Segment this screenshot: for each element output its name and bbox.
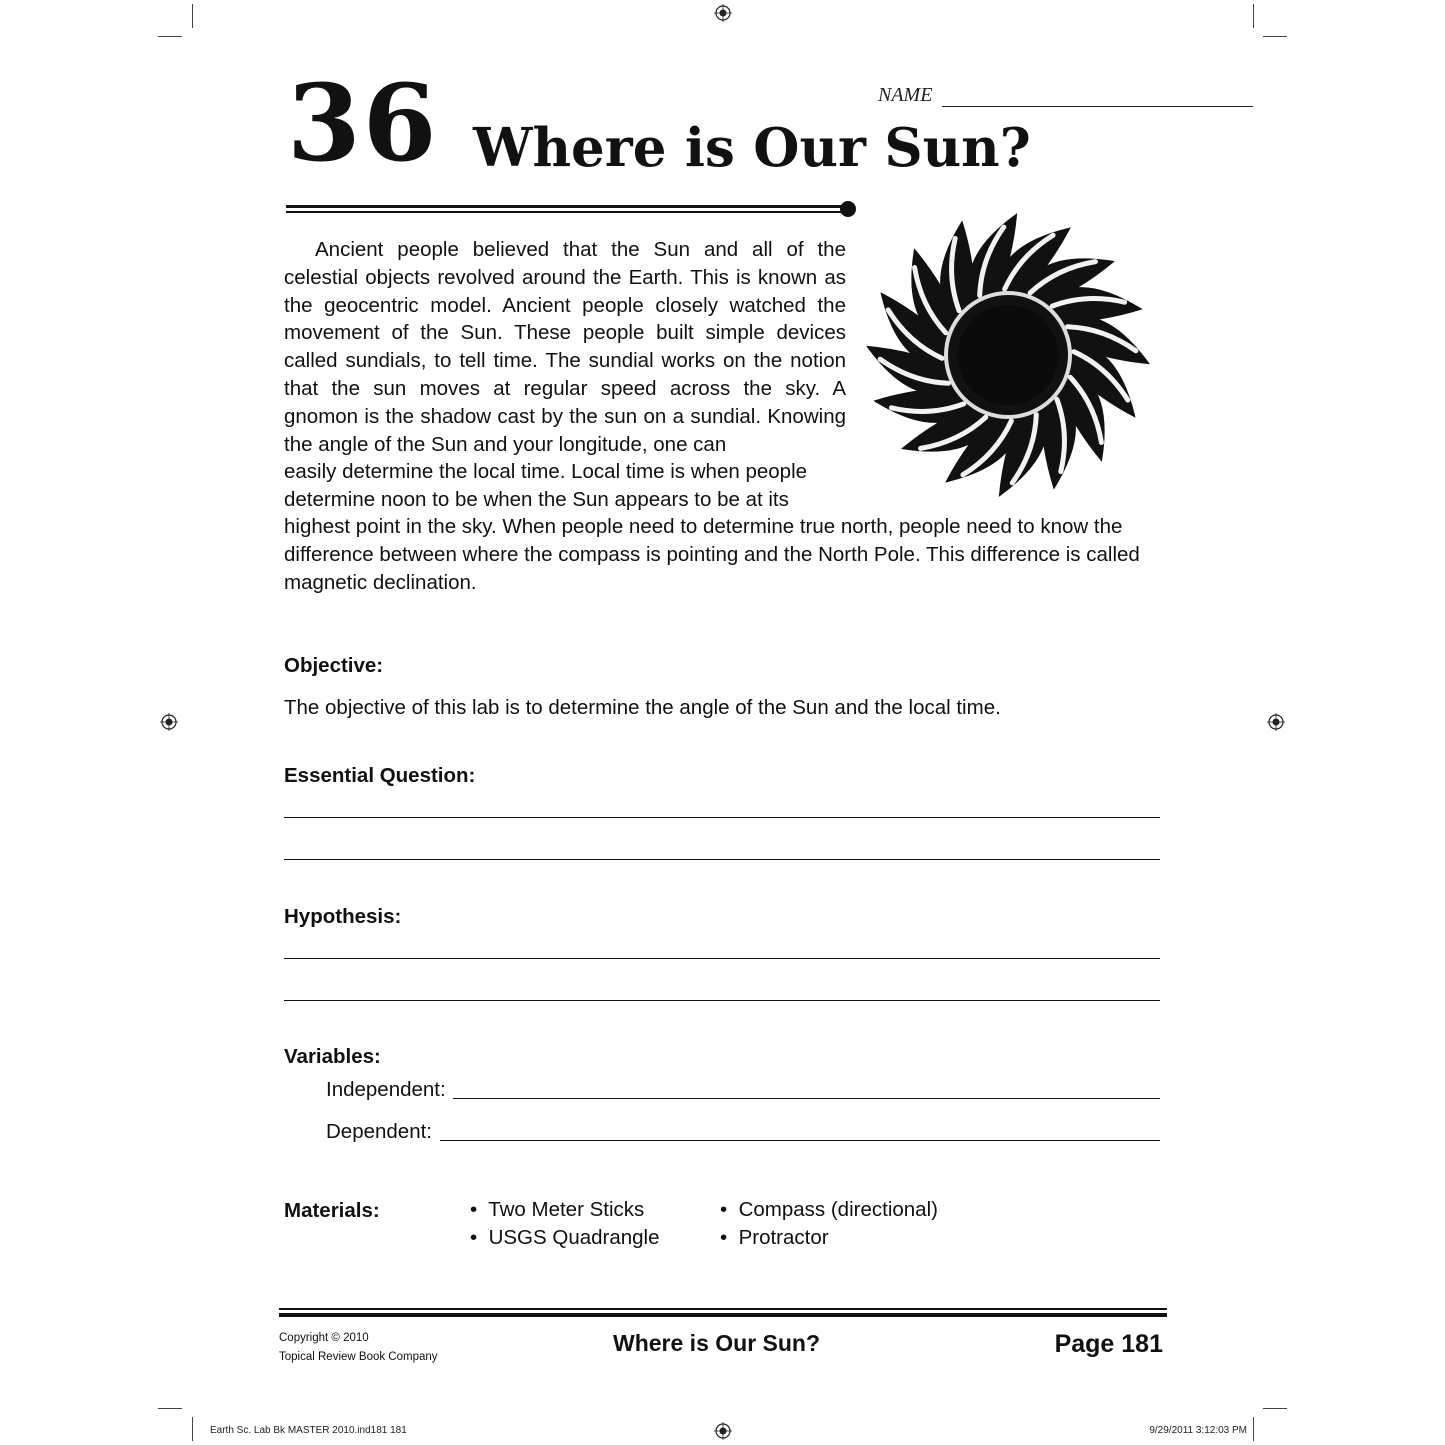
crop-mark <box>1263 1408 1287 1409</box>
print-slug-timestamp: 9/29/2011 3:12:03 PM <box>1149 1425 1247 1436</box>
title-rule <box>286 205 842 208</box>
registration-mark-icon <box>714 1422 732 1440</box>
objective-heading: Objective: <box>284 654 384 677</box>
essential-question-answer-line[interactable] <box>284 859 1160 860</box>
name-line <box>942 106 1253 107</box>
publisher-line: Topical Review Book Company <box>279 1351 438 1363</box>
copyright-line: Copyright © 2010 <box>279 1332 369 1344</box>
intro-paragraph: Ancient people believed that the Sun and all of the celestial objects revolved around the Earth. This is known as the geocentric model. Ancient people closely watched the movement of the Sun. These people built simple devices called sundials, to tell time. The sundial works on the notion that the sun moves at regular speed across the sky. A gnomon is the shadow cast by the sun on a sundial. Knowing the angle of the Sun and your longitude, one can <box>284 238 846 456</box>
footer-title: Where is Our Sun? <box>613 1330 821 1356</box>
page-number: Page 181 <box>1054 1330 1163 1358</box>
lab-number: 36 <box>287 60 439 185</box>
independent-variable-label: Independent: <box>326 1078 446 1101</box>
intro-paragraph-line: determine noon to be when the Sun appears to be at its <box>284 488 789 511</box>
material-item-label: USGS Quadrangle <box>488 1226 660 1249</box>
name-field[interactable] <box>878 84 1253 107</box>
title-rule-dot <box>840 201 856 217</box>
registration-mark-icon <box>160 713 178 731</box>
material-item-label: Compass (directional) <box>738 1198 938 1221</box>
essential-question-answer-line[interactable] <box>284 817 1160 818</box>
name-label: NAME <box>878 84 933 106</box>
sun-illustration <box>858 206 1158 504</box>
crop-mark <box>192 4 193 28</box>
footer-rule <box>279 1313 1167 1317</box>
hypothesis-answer-line[interactable] <box>284 1000 1160 1001</box>
material-item: • Compass (directional) <box>720 1198 938 1221</box>
registration-mark-icon <box>714 4 732 22</box>
intro-paragraph-line: easily determine the local time. Local time is when people <box>284 460 808 483</box>
dependent-variable-line[interactable] <box>440 1140 1160 1141</box>
essential-question-heading: Essential Question: <box>284 764 476 787</box>
material-item: • Protractor <box>720 1226 829 1249</box>
title-rule <box>286 211 842 213</box>
material-item-label: Protractor <box>738 1226 829 1249</box>
material-item-label: Two Meter Sticks <box>488 1198 645 1221</box>
crop-mark <box>158 36 182 37</box>
crop-mark <box>192 1417 193 1441</box>
page-title: Where is Our Sun? <box>473 117 1031 179</box>
objective-text: The objective of this lab is to determine the angle of the Sun and the local time. <box>284 696 1001 719</box>
crop-mark <box>1253 1417 1254 1441</box>
footer-rule <box>279 1308 1167 1310</box>
hypothesis-heading: Hypothesis: <box>284 905 402 928</box>
crop-mark <box>1253 4 1254 28</box>
registration-mark-icon <box>1267 713 1285 731</box>
independent-variable-line[interactable] <box>453 1098 1160 1099</box>
materials-heading: Materials: <box>284 1199 380 1222</box>
material-item: • Two Meter Sticks <box>470 1198 645 1221</box>
intro-paragraph-continued: highest point in the sky. When people need to determine true north, people need to know the difference between where the compass is pointing and the North Pole. This difference is called magnetic declination. <box>284 515 1140 594</box>
dependent-variable-label: Dependent: <box>326 1120 433 1143</box>
crop-mark <box>158 1408 182 1409</box>
print-slug-file: Earth Sc. Lab Bk MASTER 2010.ind181 181 <box>210 1425 407 1436</box>
material-item: • USGS Quadrangle <box>470 1226 660 1249</box>
hypothesis-answer-line[interactable] <box>284 958 1160 959</box>
crop-mark <box>1263 36 1287 37</box>
variables-heading: Variables: <box>284 1045 381 1068</box>
